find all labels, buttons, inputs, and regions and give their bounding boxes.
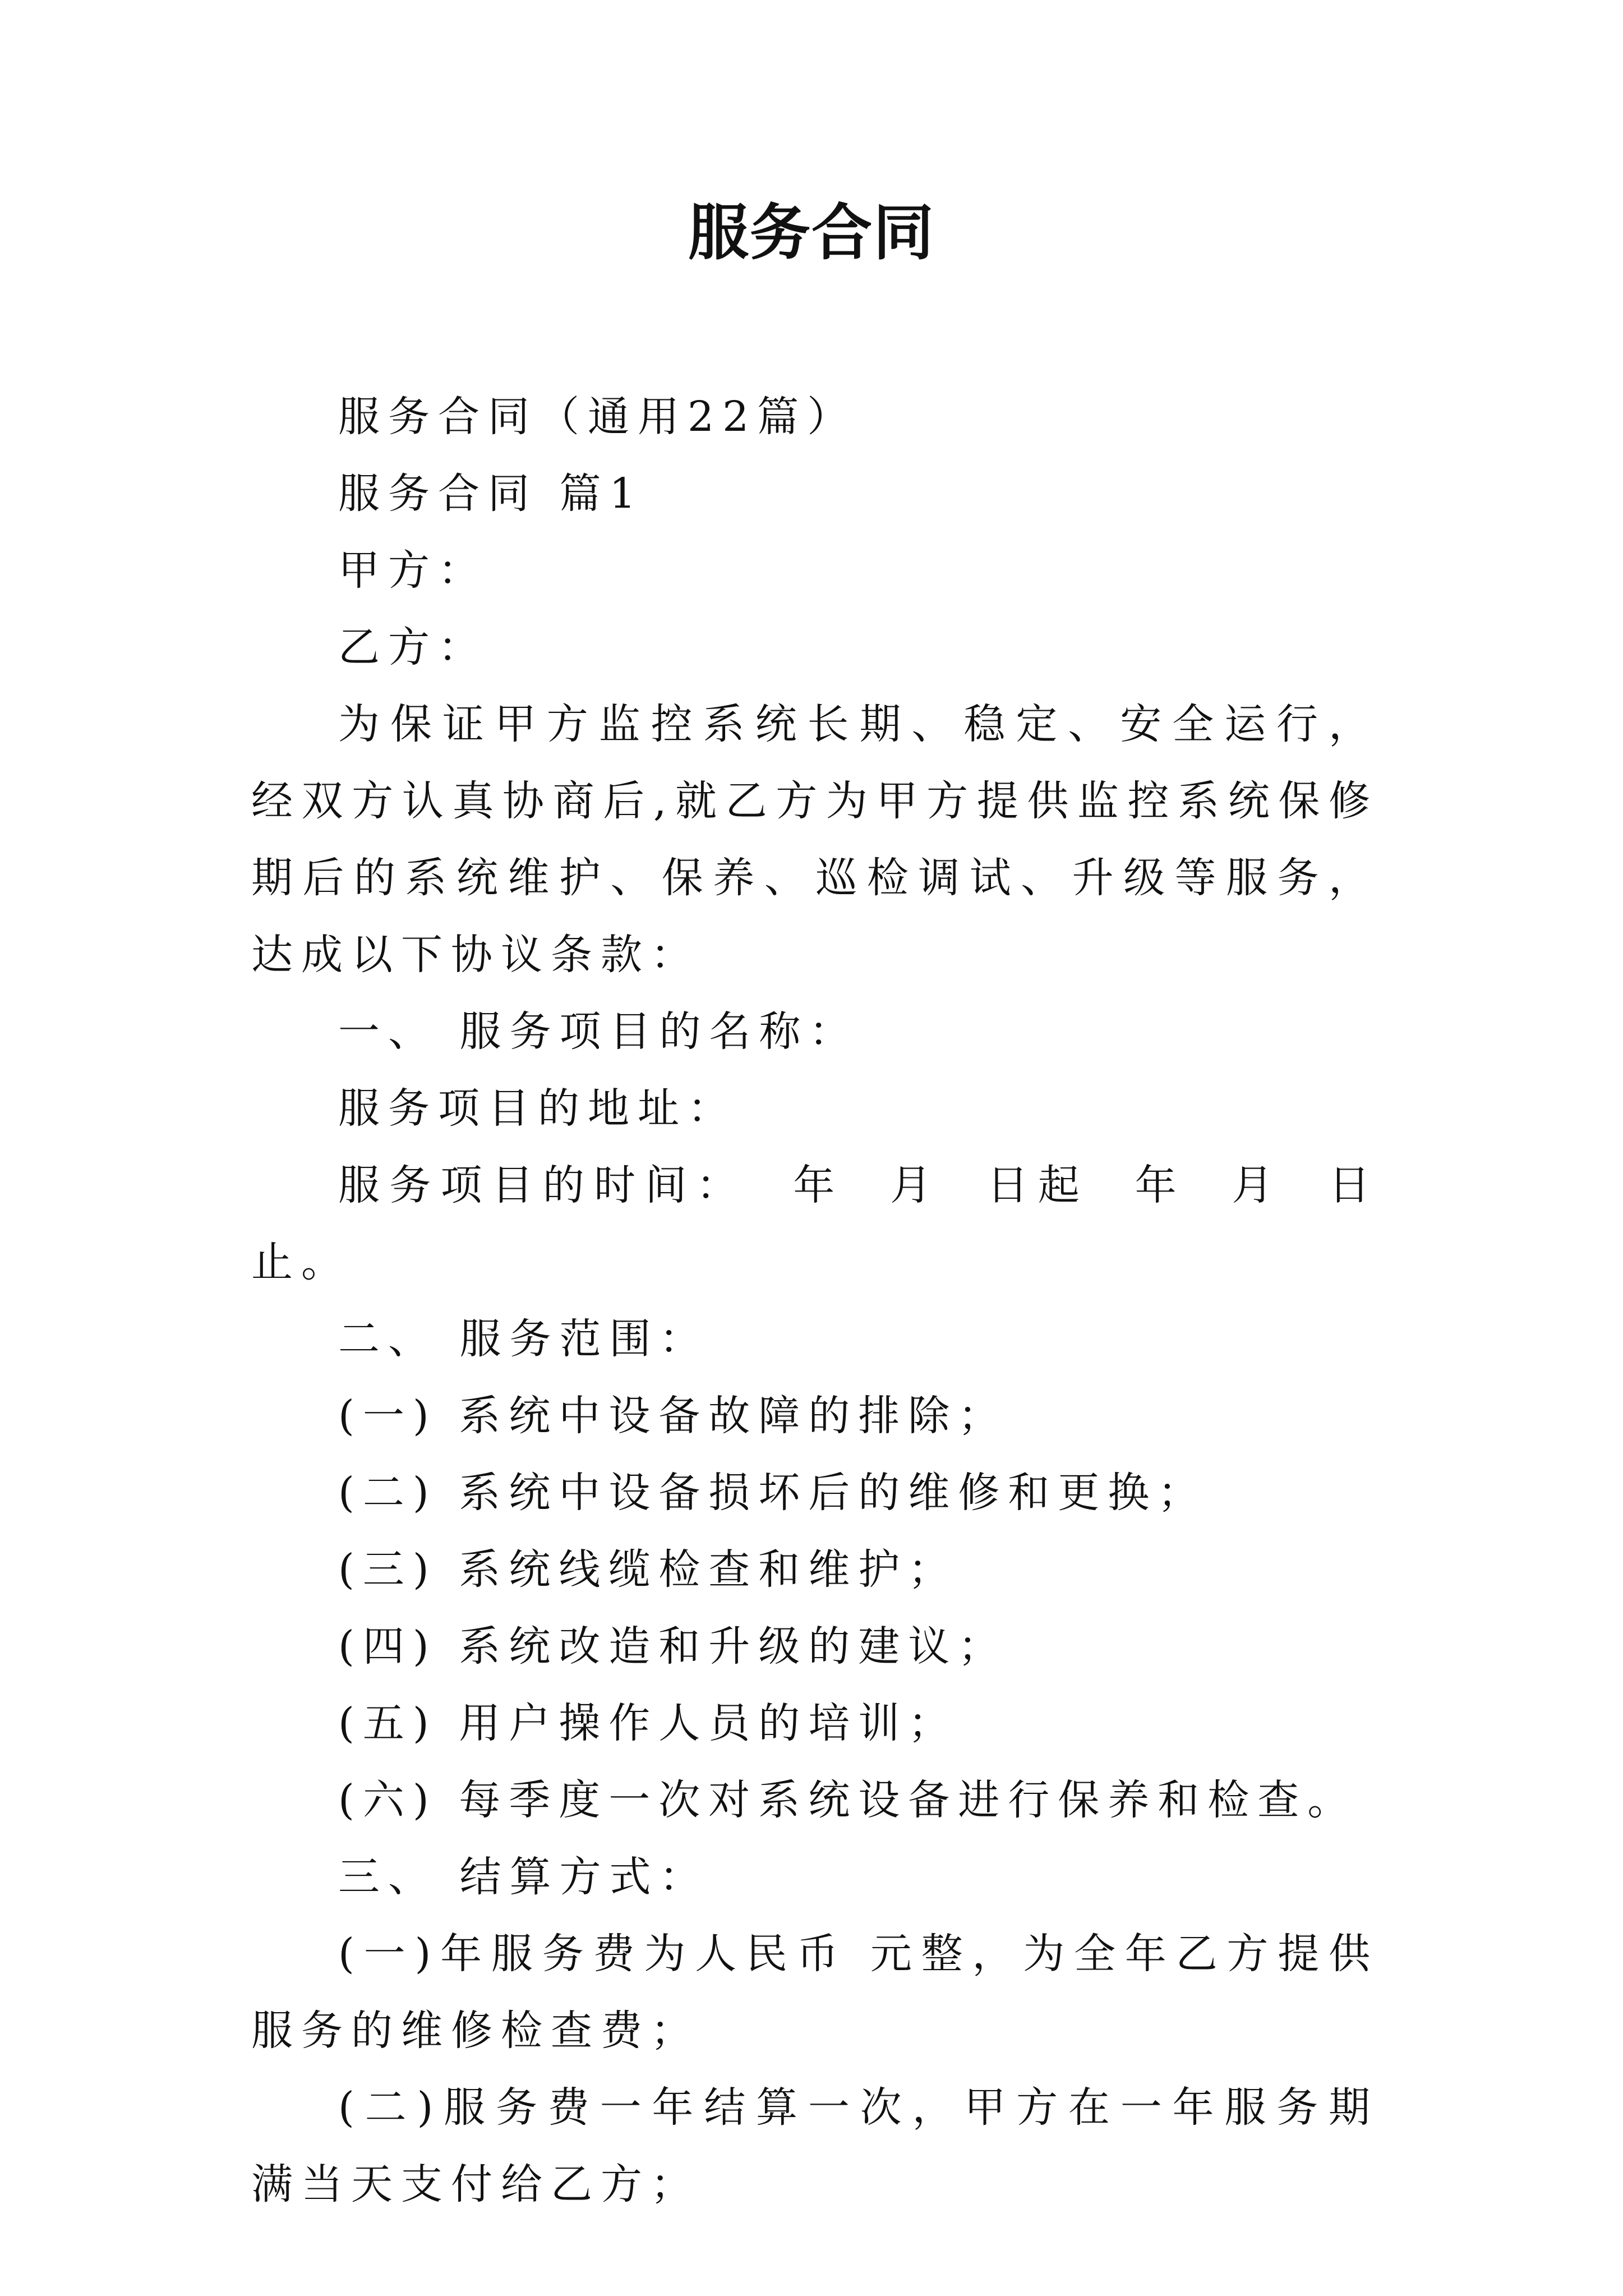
subtitle-part: 服务合同 篇1: [338, 470, 644, 518]
scope-item-3: (三) 系统线缆检查和维护；: [338, 1545, 958, 1594]
scope-item-1: (一) 系统中设备故障的排除；: [338, 1392, 1008, 1440]
party-a-line: 甲方：: [338, 546, 488, 595]
document-title: 服务合同: [688, 197, 935, 268]
service-period-line: 服务项目的时间： 年 月 日起 年 月 日止。: [251, 1161, 1378, 1286]
settlement-item-1: (一)年服务费为人民币 元整，为全年乙方提供服务的维修检查费；: [251, 1930, 1378, 2055]
document-body: [251, 379, 1378, 2223]
scope-item-6: (六) 每季度一次对系统设备进行保养和检查。: [338, 1776, 1358, 1824]
preamble-paragraph: 为保证甲方监控系统长期、稳定、安全运行，经双方认真协商后,就乙方为甲方提供监控系统保修期后的系统维护、保养、巡检调试、升级等服务，达成以下协议条款：: [251, 700, 1378, 979]
subtitle-collection: 服务合同（通用22篇）: [338, 393, 857, 441]
scope-item-2: (二) 系统中设备损坏后的维修和更换；: [338, 1469, 1208, 1517]
section-3-heading: 三、 结算方式：: [338, 1853, 709, 1901]
scope-item-4: (四) 系统改造和升级的建议；: [338, 1622, 1008, 1671]
settlement-item-2: (二)服务费一年结算一次，甲方在一年服务期满当天支付给乙方；: [251, 2083, 1378, 2208]
section-1-heading: 一、 服务项目的名称：: [338, 1007, 859, 1056]
section-2-heading: 二、 服务范围：: [338, 1315, 709, 1363]
scope-item-5: (五) 用户操作人员的培训；: [338, 1699, 958, 1747]
party-b-line: 乙方：: [338, 623, 488, 671]
service-address-line: 服务项目的地址：: [338, 1084, 737, 1133]
